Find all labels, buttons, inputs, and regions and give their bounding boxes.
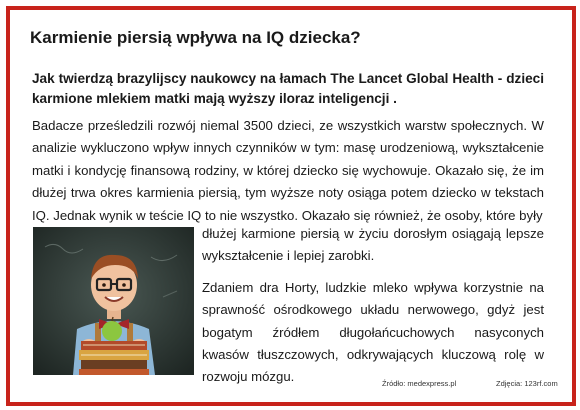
article-body-continued [202,223,544,389]
paragraph-1-continued: dłużej karmione piersią w życiu dorosłym osiągają lepsze wykształcenie i lepiej zarobki. [202,226,544,264]
article-lead: Jak twierdzą brazylijscy naukowcy na łamach The Lancet Global Health - dzieci karmione mlekiem matki mają wyższy iloraz inteligencji . [32,71,544,106]
article-body [32,115,544,227]
photo-credit-caption: Zdjęcia: 123rf.com [496,379,558,388]
article-title: Karmienie piersią wpływa na IQ dziecka? [30,28,361,47]
paragraph-1: Badacze prześledzili rozwój niemal 3500 dzieci, ze wszystkich warstw społecznych. W analizie wykluczono wpływ innych czynników w tym: masę urodzeniową, wykształcenie matki i kondycję finansową rodziny, w której dziecko się wychowuje. Okazało się, że im dłużej trwa okres karmienia piersią, tym wyższe noty osiąga potem dziecko w tekstach IQ. Jednak wynik w teście IQ to nie wszystko. Okazało się również, że osoby, które były [32,118,544,223]
source-caption: Źródło: medexpress.pl [382,379,457,388]
boy-with-books-illustration [33,227,194,375]
child-photo [33,227,194,375]
paragraph-2: Zdaniem dra Horty, ludzkie mleko wpływa korzystnie na sprawność ośrodkowego układu nerwowego, gdyż jest bogatym źródłem długołańcuchowych nasyconych kwasów tłuszczowych, odkrywających kluczową rolę w rozwoju mózgu. [202,279,544,385]
